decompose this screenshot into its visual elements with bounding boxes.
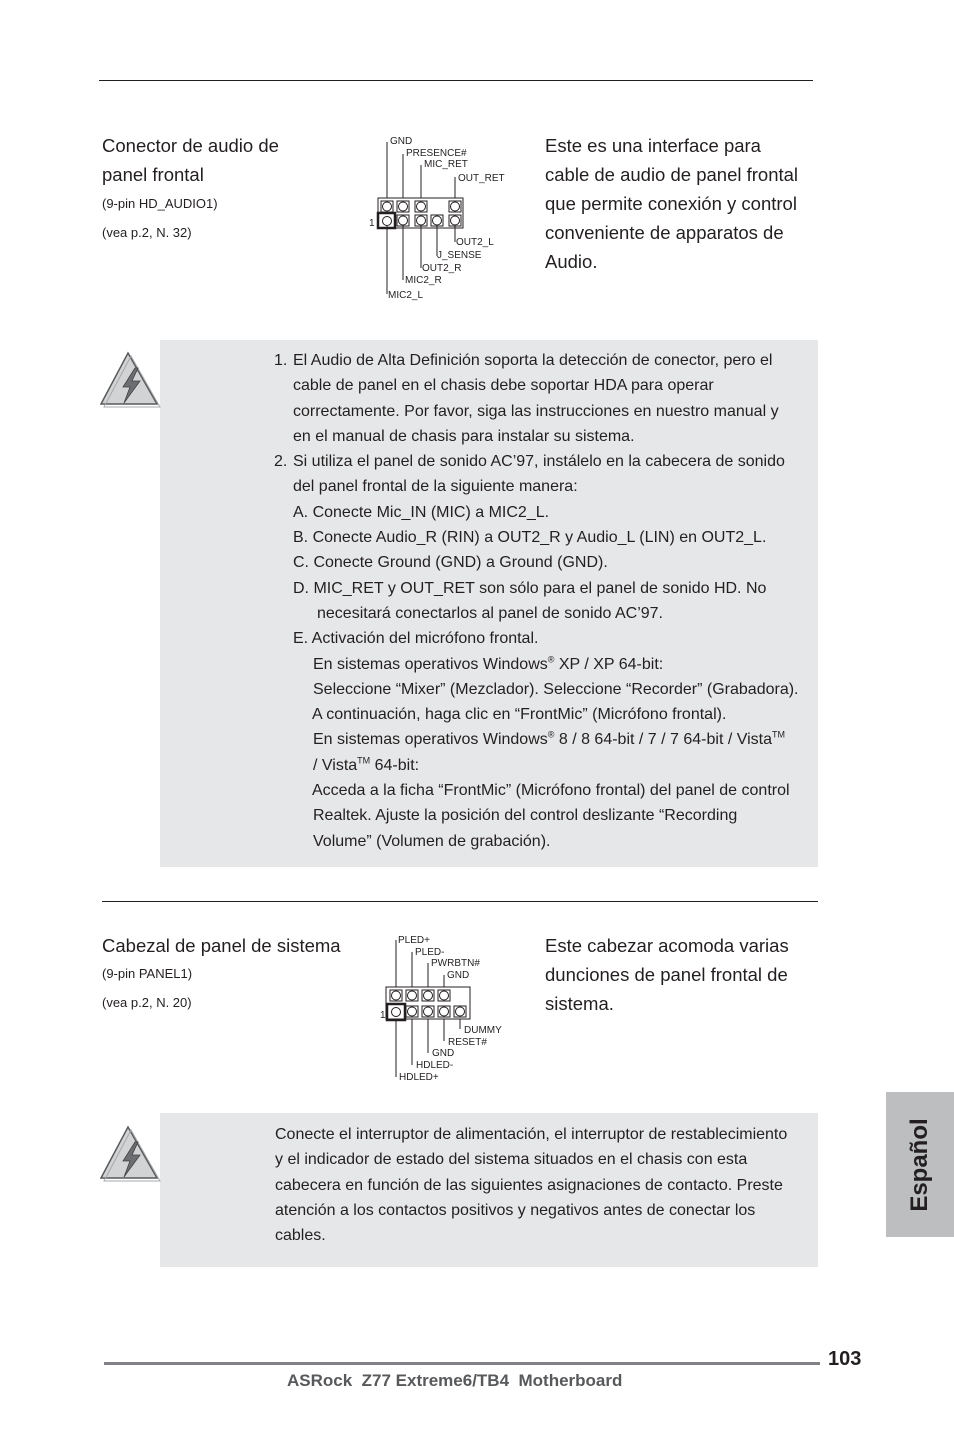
- pin-gnd-bottom-label: GND: [432, 1048, 455, 1059]
- page-number: 103: [828, 1348, 862, 1370]
- pin-gnd-label: GND: [390, 136, 413, 147]
- pin-out2-l-label: OUT2_L: [456, 237, 494, 248]
- panel-description: Este cabezar acomoda varias dunciones de panel frontal de sistema.: [545, 935, 789, 1014]
- audio-ref: (vea p.2, N. 32): [102, 225, 192, 240]
- panel-note-text: Conecte el interruptor de alimentación, el interruptor de restablecimiento y el indicador de estado del sistema situados en el chasis con esta cabecera en función de las siguientes asignaciones de contacto. Preste atención a los contactos positivos y negativos antes de conectar los cables.: [275, 1126, 788, 1245]
- pin-pwrbtn-label: PWRBTN#: [431, 958, 480, 969]
- footer-title: ASRock Z77 Extreme6/TB4 Motherboard: [287, 1371, 623, 1390]
- audio-pin-id: (9-pin HD_AUDIO1): [102, 196, 218, 211]
- panel-ref: (vea p.2, N. 20): [102, 995, 192, 1010]
- audio-header-title: Conector de audio de panel frontal: [102, 135, 279, 185]
- pin-presence-label: PRESENCE#: [406, 148, 467, 159]
- panel-header-title: Cabezal de panel de sistema: [102, 935, 341, 956]
- panel-connector-diagram: [378, 932, 513, 1084]
- pin-dummy-label: DUMMY: [464, 1025, 502, 1036]
- audio-note-text: [274, 348, 822, 854]
- pin-out-ret-label: OUT_RET: [458, 173, 505, 184]
- pin1-label: 1: [369, 218, 375, 229]
- language-tab-label: Español: [906, 1117, 933, 1212]
- pin-j-sense-label: J_SENSE: [437, 250, 482, 261]
- language-tab: [886, 1092, 954, 1237]
- pin1-label: 1: [380, 1010, 386, 1021]
- pin-mic-ret-label: MIC_RET: [424, 159, 468, 170]
- footer-rule: [104, 1362, 820, 1365]
- top-divider: [99, 80, 813, 81]
- audio-description: Este es una interface para cable de audio de panel frontal que permite conexión y control conveniente de apparatos de Audio.: [545, 135, 799, 272]
- note-item-1: 1. El Audio de Alta Definición soporta la detección de conector, pero el cable de panel en el chasis debe soportar HDA para operar correctamente. Por favor, siga las instrucciones en nuestro manual y en el manual de chasis para instalar su sistema.: [274, 352, 779, 445]
- pin-hdled-plus-label: HDLED+: [399, 1072, 439, 1083]
- pin-mic2-l-label: MIC2_L: [388, 290, 424, 301]
- note-item-2: 2. Si utiliza el panel de sonido AC’97, instálelo en la cabecera de sonido del panel frontal de la siguiente manera: A. Conecte Mic_IN (MIC) a MIC2_L. B. Conecte Audio_R (RIN) a OUT2_R y Audio_L (LIN) en OUT2_L. C. Conecte Ground (GND) a Ground (GND). D. MIC_RET y OUT_RET son sólo para el panel de sonido HD. No necesitará conectarlos al panel de sonido AC’97. E. Activación del micrófono frontal. En sistemas operativos Windows® XP / XP 64-bit: Seleccione “Mixer” (Mezclador). Seleccione “Recorder” (Grabadora). A continuación, haga clic en “FrontMic” (Micrófono frontal). En sistemas operativos Windows® 8 / 8 64-bit / 7 / 7 64-bit / Vista™ / Vista™ 64-bit: Acceda a la ficha “FrontMic” (Micrófono frontal) del panel de control Realtek. Ajuste la posición del control deslizante “Recording Volume” (Volumen de grabación).: [274, 453, 799, 850]
- section-divider: [102, 901, 818, 902]
- audio-connector-diagram: [366, 132, 516, 304]
- pin-hdled-minus-label: HDLED-: [416, 1060, 454, 1071]
- warning-lightning-icon: [100, 1124, 162, 1182]
- panel-pin-id: (9-pin PANEL1): [102, 966, 193, 981]
- warning-lightning-icon: [100, 350, 162, 408]
- pin-pled-plus-label: PLED+: [398, 935, 430, 946]
- pin-reset-label: RESET#: [448, 1037, 487, 1048]
- pin-gnd-top-label: GND: [447, 970, 470, 981]
- pin-out2-r-label: OUT2_R: [422, 263, 462, 274]
- pin-pled-minus-label: PLED-: [415, 947, 445, 958]
- pin-mic2-r-label: MIC2_R: [405, 275, 442, 286]
